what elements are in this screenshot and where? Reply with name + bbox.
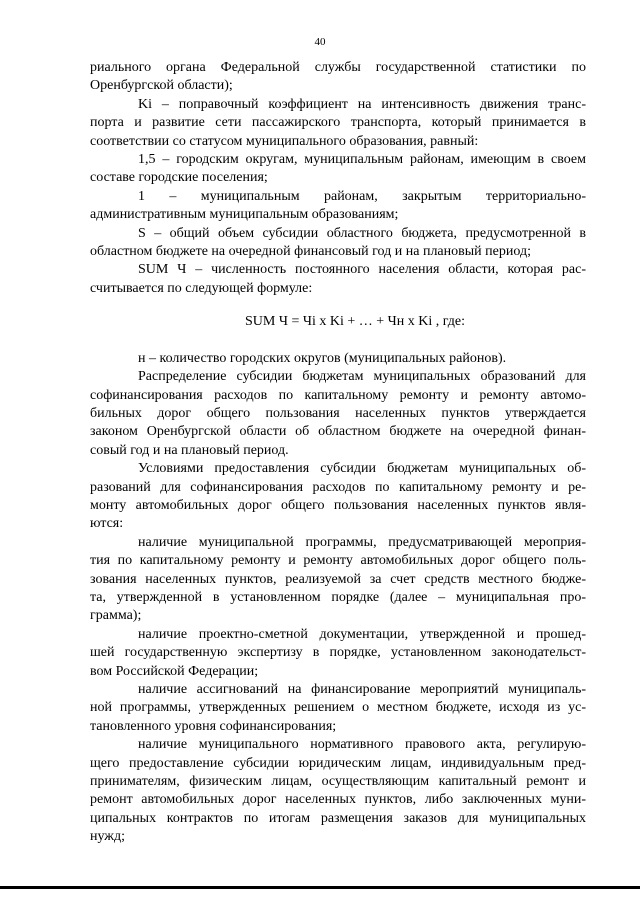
text-line: бильных дорог общего пользования населенных пунктов утверждается (90, 405, 586, 421)
text-line: наличие ассигнований на финансирование мероприятий муниципаль- (138, 682, 586, 697)
text-line: SUM Ч – численность постоянного населения области, которая рас- (138, 262, 586, 278)
text-line: порта и развитие сети пассажирского транспорта, который принимается в (90, 115, 586, 131)
text-line: S – общий объем субсидии областного бюджета, предусмотренной в (138, 225, 586, 241)
text-line: шей государственную экспертизу в порядке, установленном законодательст- (90, 645, 586, 661)
text-line: софинансирования расходов по капитальному ремонту и ремонту автомо- (90, 387, 586, 403)
text-line: зования населенных пунктов, реализуемой за счет средств местного бюдже- (90, 571, 586, 587)
text-line: наличие муниципального нормативного правового акта, регулирую- (138, 737, 586, 753)
text-line: ной программы, утвержденных решением о местном бюджете, исходя из ус- (90, 700, 586, 716)
text-line: законом Оренбургской области об областном бюджете на очередной финан- (90, 424, 586, 440)
document-body (90, 59, 586, 847)
text-line: 1,5 – городским округам, муниципальным районам, имеющим в своем (138, 152, 586, 168)
text-line: Распределение субсидии бюджетам муниципальных образований для (138, 369, 586, 385)
text-line: Оренбургской области); (90, 78, 233, 94)
text-line: административным муниципальным образованиям; (90, 207, 399, 223)
text-line: соответствии со статусом муниципального образования, равный: (90, 133, 479, 149)
page-number: 40 (314, 36, 326, 48)
text-line: вом Российской Федерации; (90, 663, 259, 679)
text-line: нужд; (90, 829, 125, 845)
text-line: принимателям, физическим лицам, осуществляющим капитальный ремонт и (90, 774, 586, 790)
text-line: монту автомобильных дорог общего пользования населенных пунктов явля- (90, 497, 586, 513)
text-line: совый год и на плановый период. (90, 442, 289, 458)
text-line: ремонт автомобильных дорог населенных пунктов, либо заключенных муни- (90, 792, 586, 808)
text-line: составе городские поселения; (90, 170, 268, 186)
text-line: 1 – муниципальным районам, закрытым территориально- (138, 188, 586, 204)
text-line: областном бюджете на очередной финансовый год и на плановый период; (90, 244, 531, 260)
text-line: тия по капитальному ремонту и ремонту автомобильных дорог общего поль- (90, 553, 586, 569)
text-line: Ki – поправочный коэффициент на интенсивность движения транс- (138, 96, 586, 112)
text-line: та, утвержденной в установленном порядке (далее – муниципальная про- (90, 589, 586, 605)
text-line: н – количество городских округов (муниципальных районов). (138, 350, 507, 366)
text-line: тановленного уровня софинансирования; (90, 718, 337, 734)
text-line: грамма); (90, 608, 142, 624)
text-line: ются: (90, 516, 124, 532)
formula: SUM Ч = Чi x Ki + … + Чн x Ki , где: (245, 314, 465, 330)
text-line: считывается по следующей формуле: (90, 280, 313, 296)
text-line: разований для софинансирования расходов по капитальному ремонту и ре- (90, 479, 586, 495)
text-line: наличие проектно-сметной документации, утвержденной и прошед- (138, 626, 586, 642)
text-line: щего предоставление субсидии юридическим лицам, индивидуальным пред- (90, 755, 586, 771)
text-line: риального органа Федеральной службы государственной статистики по (90, 60, 586, 75)
text-line: Условиями предоставления субсидии бюджетам муниципальных об- (138, 461, 586, 477)
text-line: наличие муниципальной программы, предусматривающей мероприя- (138, 534, 586, 550)
text-line: ципальных контрактов по итогам размещения заказов для муниципальных (90, 810, 586, 826)
bottom-border-line (0, 886, 640, 889)
